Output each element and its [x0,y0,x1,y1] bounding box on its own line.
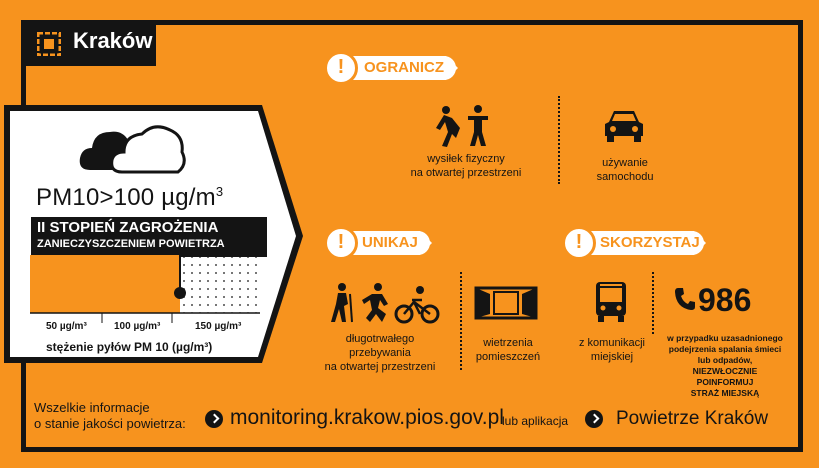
alert-level-subtitle: ZANIECZYSZCZENIEM POWIETRZA [37,238,225,250]
unikaj-title: UNIKAJ [362,234,418,251]
car-icon [603,108,645,144]
pm-scale-bar [30,255,262,323]
monitoring-link[interactable]: monitoring.krakow.pios.gov.pl [230,406,504,429]
tick-label-50: 50 µg/m³ [46,321,87,332]
scale-caption: stężenie pyłów PM 10 (µg/m³) [46,340,213,354]
exclamation-icon: ! [562,226,596,260]
arrow-right-icon [585,410,603,428]
bus-caption: z komunikacji miejskiej [578,337,646,363]
logo [21,20,156,66]
phone-icon [674,287,696,311]
car-caption: używanie samochodu [596,157,654,183]
krakow-logo-icon [37,32,61,56]
emergency-note: w przypadku uzasadnionego podejrzenia spalania śmieci lub odpadów, NIEZWŁOCZNIE POINFORMUJ STRAŻ MIEJSKĄ [667,333,783,398]
ogranicz-title: OGRANICZ [364,59,444,76]
pm-threshold-title: PM10>100 $\mu g/m^3$ [36,184,224,211]
window-icon [474,286,538,320]
tick-label-100: 100 µg/m³ [114,321,161,332]
outdoor-caption: długotrwałego przebywania na otwartej przestrzeni [324,333,436,373]
skorzystaj-title: SKORZYSTAJ [600,234,700,251]
window-caption: wietrzenia pomieszczeń [475,337,541,363]
footer-info: Wszelkie informacje o stanie jakości powietrza: [34,400,186,431]
cloud-icon [78,118,188,178]
divider [460,272,462,370]
exclamation-icon: ! [324,226,358,260]
emergency-number: 986 [698,282,752,318]
divider [558,96,560,184]
or-app-text: lub aplikacja [502,414,569,428]
exclamation-icon: ! [324,51,358,85]
app-name[interactable]: Powietrze Kraków [616,408,769,429]
arrow-right-icon [205,410,223,428]
exercise-icon [432,104,496,148]
alert-level-title: II STOPIEŃ ZAGROŻENIA [37,219,219,236]
alert-level-box [31,217,267,257]
divider [652,272,654,334]
tick-label-150: 150 µg/m³ [195,321,242,332]
bus-icon [594,280,628,324]
logo-text: Kraków [73,28,153,53]
outdoor-activity-icon [328,282,440,324]
exercise-caption: wysiłek fizyczny na otwartej przestrzeni [410,153,522,179]
